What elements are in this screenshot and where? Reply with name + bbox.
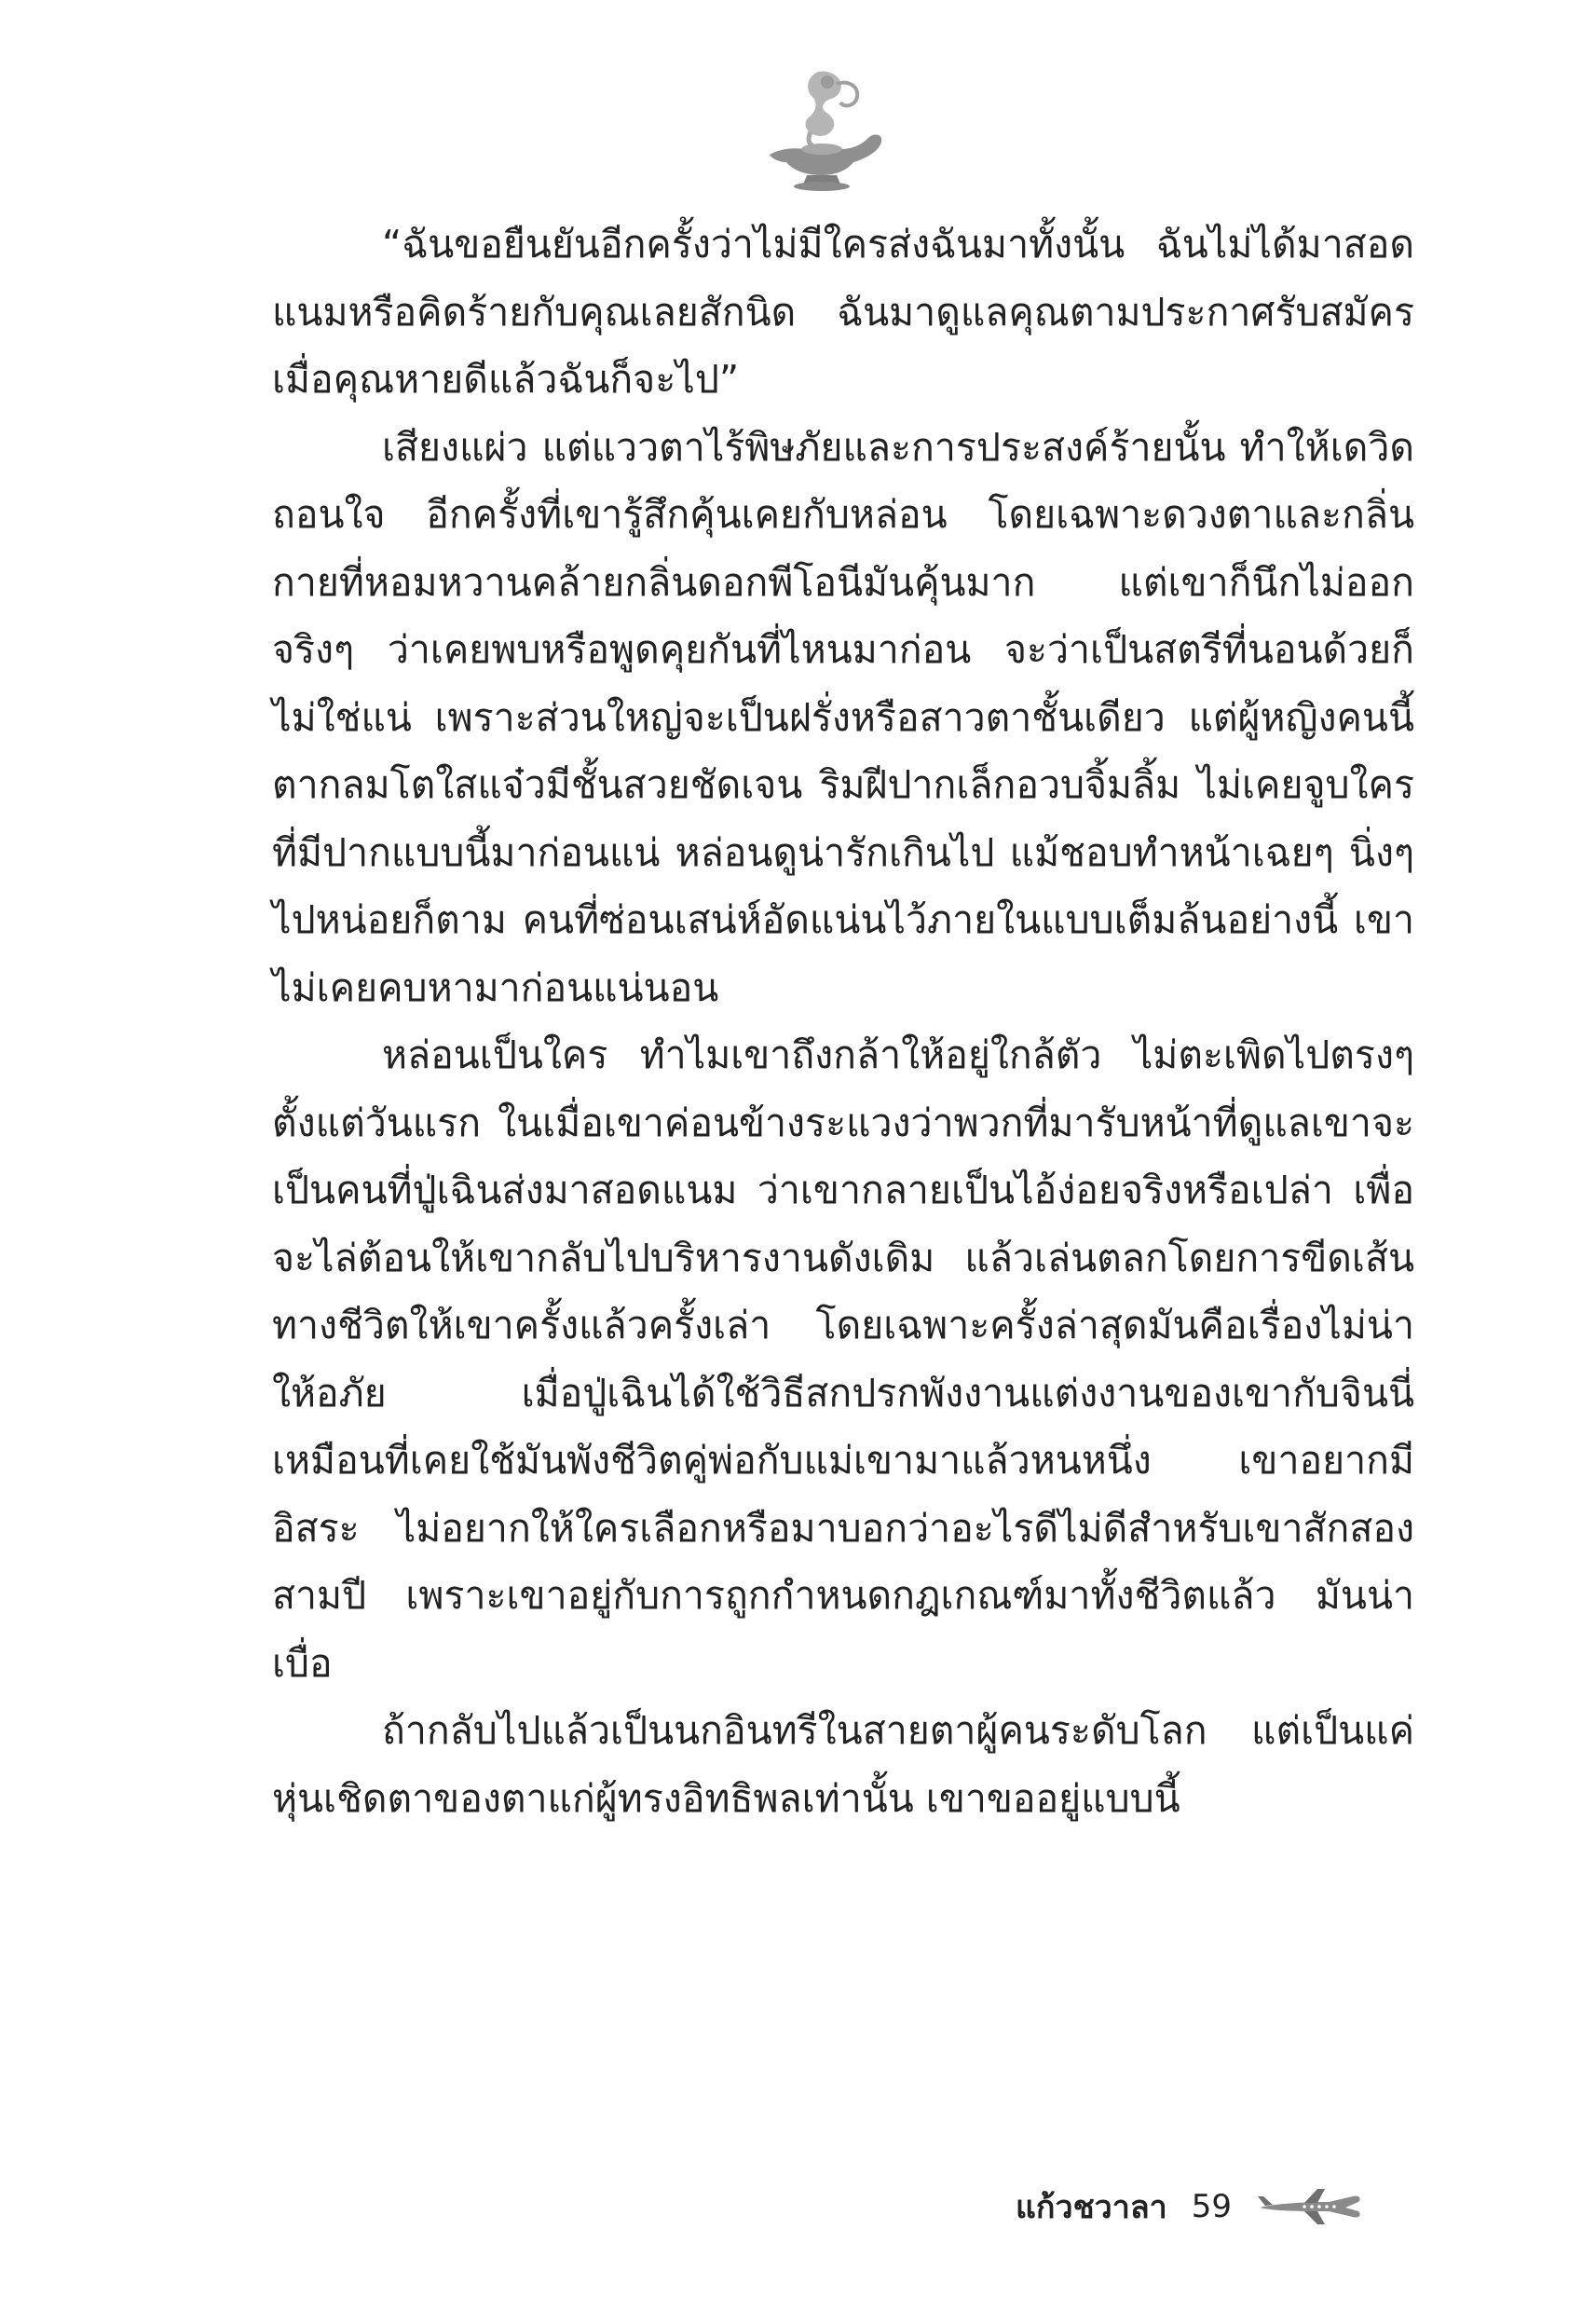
body-text <box>272 211 1414 1832</box>
page-number: 59 <box>1191 2188 1233 2225</box>
paragraph-4: ถ้ากลับไปแล้วเป็นนกอินทรีในสายตาผู้คนระดับโลก แต่เป็นแค่หุ่นเชิดตาของตาแก่ผู้ทรงอิทธิพลเท่านั้น เขาขออยู่แบบนี้ <box>272 1708 1414 1821</box>
paragraph-1: “ฉันขอยืนยันอีกครั้งว่าไม่มีใครส่งฉันมาทั้งนั้น ฉันไม่ได้มาสอดแนมหรือคิดร้ายกับคุณเลยสักนิด ฉันมาดูแลคุณตามประกาศรับสมัคร เมื่อคุณหายดีแล้วฉันก็จะไป” <box>272 222 1414 402</box>
genie-lamp-icon <box>751 65 891 196</box>
running-title: แก้วชวาลา <box>1016 2189 1167 2226</box>
page-footer <box>1016 2179 1425 2235</box>
paragraph-3: หล่อนเป็นใคร ทำไมเขาถึงกล้าให้อยู่ใกล้ตัว ไม่ตะเพิดไปตรงๆ ตั้งแต่วันแรก ในเมื่อเขาค่อนข้างระแวงว่าพวกที่มารับหน้าที่ดูแลเขาจะเป็นคนที่ปู่เฉินส่งมาสอดแนม ว่าเขากลายเป็นไอ้ง่อยจริงหรือเปล่า เพื่อจะไล่ต้อนให้เขากลับไปบริหารงานดังเดิม แล้วเล่นตลกโดยการขีดเส้นทางชีวิตให้เขาครั้งแล้วครั้งเล่า โดยเฉพาะครั้งล่าสุดมันคือเรื่องไม่น่าให้อภัย เมื่อปู่เฉินได้ใช้วิธีสกปรกพังงานแต่งงานของเขากับจินนี่ เหมือนที่เคยใช้มันพังชีวิตคู่พ่อกับแม่เขามาแล้วหนหนึ่ง เขาอยากมีอิสระ ไม่อยากให้ใครเลือกหรือมาบอกว่าอะไรดีไม่ดีสำหรับเขาสักสองสามปี เพราะเขาอยู่กับการถูกกำหนดกฎเกณฑ์มาทั้งชีวิตแล้ว มันน่าเบื่อ <box>272 1032 1414 1686</box>
airplane-icon <box>1256 2183 1368 2230</box>
paragraph-2: เสียงแผ่ว แต่แววตาไร้พิษภัยและการประสงค์ร้ายนั้น ทำให้เดวิดถอนใจ อีกครั้งที่เขารู้สึกคุ้นเคยกับหล่อน โดยเฉพาะดวงตาและกลิ่นกายที่หอมหวานคล้ายกลิ่นดอกพีโอนีมันคุ้นมาก แต่เขาก็นึกไม่ออกจริงๆ ว่าเคยพบหรือพูดคุยกันที่ไหนมาก่อน จะว่าเป็นสตรีที่นอนด้วยก็ไม่ใช่แน่ เพราะส่วนใหญ่จะเป็นฝรั่งหรือสาวตาชั้นเดียว แต่ผู้หญิงคนนี้ตากลมโตใสแจ๋วมีชั้นสวยชัดเจน ริมฝีปากเล็กอวบจิ้มลิ้ม ไม่เคยจูบใครที่มีปากแบบนี้มาก่อนแน่ หล่อนดูน่ารักเกินไป แม้ชอบทำหน้าเฉยๆ นิ่งๆ ไปหน่อยก็ตาม คนที่ซ่อนเสน่ห์อัดแน่นไว้ภายในแบบเต็มล้นอย่างนี้ เขาไม่เคยคบหามาก่อนแน่นอน <box>272 424 1414 1010</box>
